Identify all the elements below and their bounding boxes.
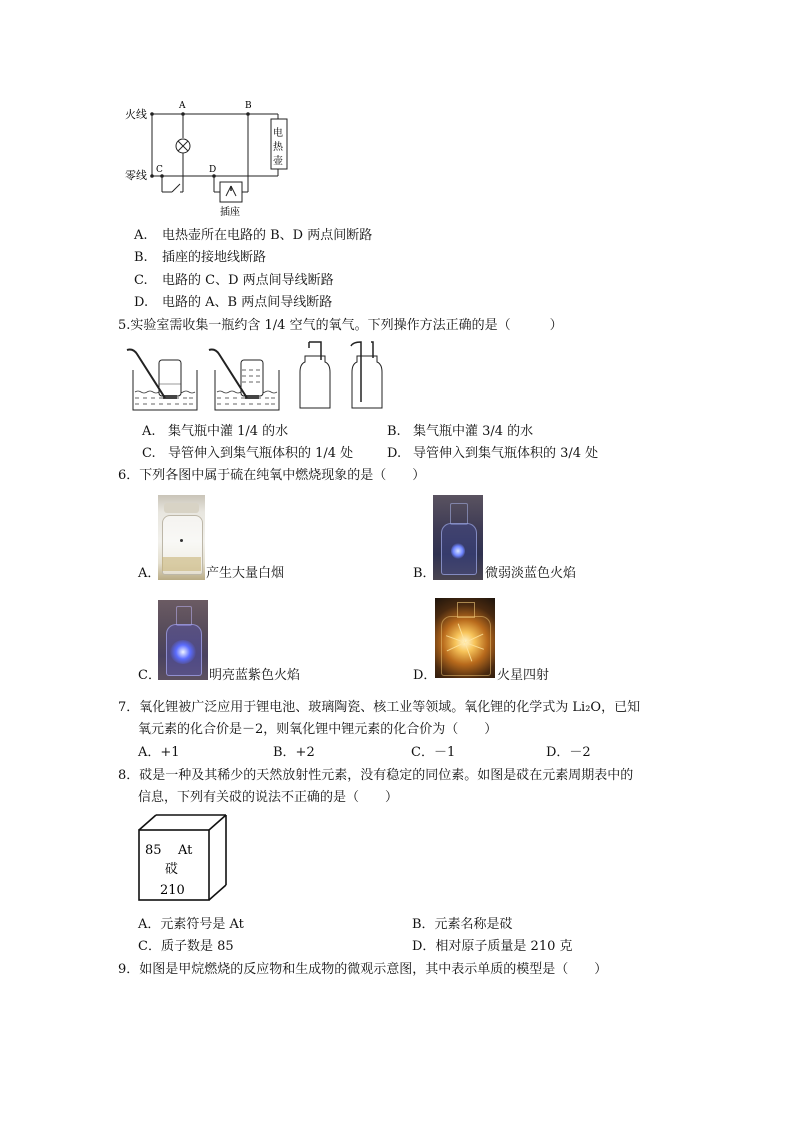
photo-sparks-flying (435, 598, 495, 678)
q4-option-a-text: 电热壶所在电路的 B、D 两点间断路 (162, 228, 373, 243)
kettle-char-2: 热 (273, 142, 283, 153)
q8-stem-line-2: 信息，下列有关砹的说法不正确的是（ ） (138, 790, 399, 805)
q4-option-c-letter: C. (134, 273, 148, 288)
circuit-diagram (120, 96, 310, 221)
socket-icon (220, 182, 242, 202)
q5-stem: 5.实验室需收集一瓶约含 1/4 空气的氧气。下列操作方法正确的是（ ） (118, 318, 563, 333)
q4-option-b-letter: B. (134, 250, 148, 265)
element-symbol: At (178, 843, 193, 858)
q5-option-c-text: 导管伸入到集气瓶体积的 1/4 处 (168, 446, 354, 461)
q6-option-d-letter: D． (413, 668, 437, 683)
q5-option-d-text: 导管伸入到集气瓶体积的 3/4 处 (413, 446, 599, 461)
q4-option-a-letter: A. (134, 228, 148, 243)
q8-option-c: C．质子数是 85 (138, 939, 234, 954)
q4-option-c-text: 电路的 C、D 两点间导线断路 (162, 273, 334, 288)
live-wire-label: 火线 (125, 108, 147, 121)
q7-stem-line-1: 7．氧化锂被广泛应用于锂电池、玻璃陶瓷、核工业等领域。氧化锂的化学式为 Li₂O，已知 (118, 700, 641, 715)
point-d-label: D (209, 165, 217, 175)
q6-option-d-text: 火星四射 (497, 668, 550, 683)
q7-option-c: C．－1 (411, 745, 456, 760)
neutral-wire-label: 零线 (125, 169, 147, 182)
q5-option-a-text: 集气瓶中灌 1/4 的水 (168, 424, 289, 439)
atomic-mass: 210 (160, 883, 185, 898)
water-trough-2 (209, 350, 279, 411)
kettle-char-1: 电 (273, 128, 283, 139)
gas-bottle-1 (300, 342, 330, 408)
q6-option-c-letter: C． (138, 668, 161, 683)
q7-option-a: A．+1 (138, 745, 180, 760)
gas-bottle-2 (351, 342, 382, 408)
q8-option-b: B．元素名称是砹 (412, 917, 513, 932)
q8-stem-line-1: 8．砹是一种及其稀少的天然放射性元素，没有稳定的同位素。如图是砹在元素周期表中的 (118, 768, 634, 783)
gas-collection-apparatus (125, 340, 395, 415)
q4-option-d-letter: D. (134, 295, 149, 310)
q5-option-c-letter: C. (142, 446, 156, 461)
q7-option-b: B．+2 (273, 745, 315, 760)
q6-option-a-text: 产生大量白烟 (206, 566, 285, 581)
q9-stem: 9．如图是甲烷燃烧的反应物和生成物的微观示意图，其中表示单质的模型是（ ） (118, 962, 608, 977)
q6-stem: 6．下列各图中属于硫在纯氧中燃烧现象的是（ ） (118, 468, 426, 483)
q8-option-d: D．相对原子质量是 210 克 (412, 939, 573, 954)
point-b-label: B (245, 101, 252, 111)
element-cell-diagram (136, 812, 231, 904)
photo-bright-blue-violet-flame (158, 600, 208, 680)
atomic-number: 85 (145, 843, 162, 858)
q6-option-b-text: 微弱淡蓝色火焰 (485, 566, 577, 581)
socket-label: 插座 (220, 207, 240, 218)
photo-white-smoke (158, 495, 205, 580)
point-a-label: A (179, 101, 186, 111)
point-c-label: C (156, 165, 163, 175)
q4-option-b-text: 插座的接地线断路 (162, 250, 267, 265)
q5-option-d-letter: D. (387, 446, 402, 461)
element-name: 砹 (165, 862, 179, 877)
q6-option-b-letter: B． (413, 566, 436, 581)
q8-option-a: A．元素符号是 At (138, 917, 244, 932)
water-trough-1 (127, 350, 197, 411)
switch-icon (162, 176, 183, 192)
q4-option-d-text: 电路的 A、B 两点间导线断路 (162, 295, 333, 310)
q6-option-c-text: 明亮蓝紫色火焰 (209, 668, 301, 683)
q5-option-a-letter: A. (142, 424, 156, 439)
lamp-icon (176, 139, 190, 153)
photo-pale-blue-flame (433, 495, 483, 580)
q5-option-b-letter: B. (387, 424, 401, 439)
q7-stem-line-2: 氧元素的化合价是－2，则氧化锂中锂元素的化合价为（ ） (138, 722, 498, 737)
q6-option-a-letter: A． (138, 566, 161, 581)
kettle-char-3: 壶 (273, 156, 283, 167)
q7-option-d: D．－2 (546, 745, 591, 760)
q5-option-b-text: 集气瓶中灌 3/4 的水 (413, 424, 534, 439)
